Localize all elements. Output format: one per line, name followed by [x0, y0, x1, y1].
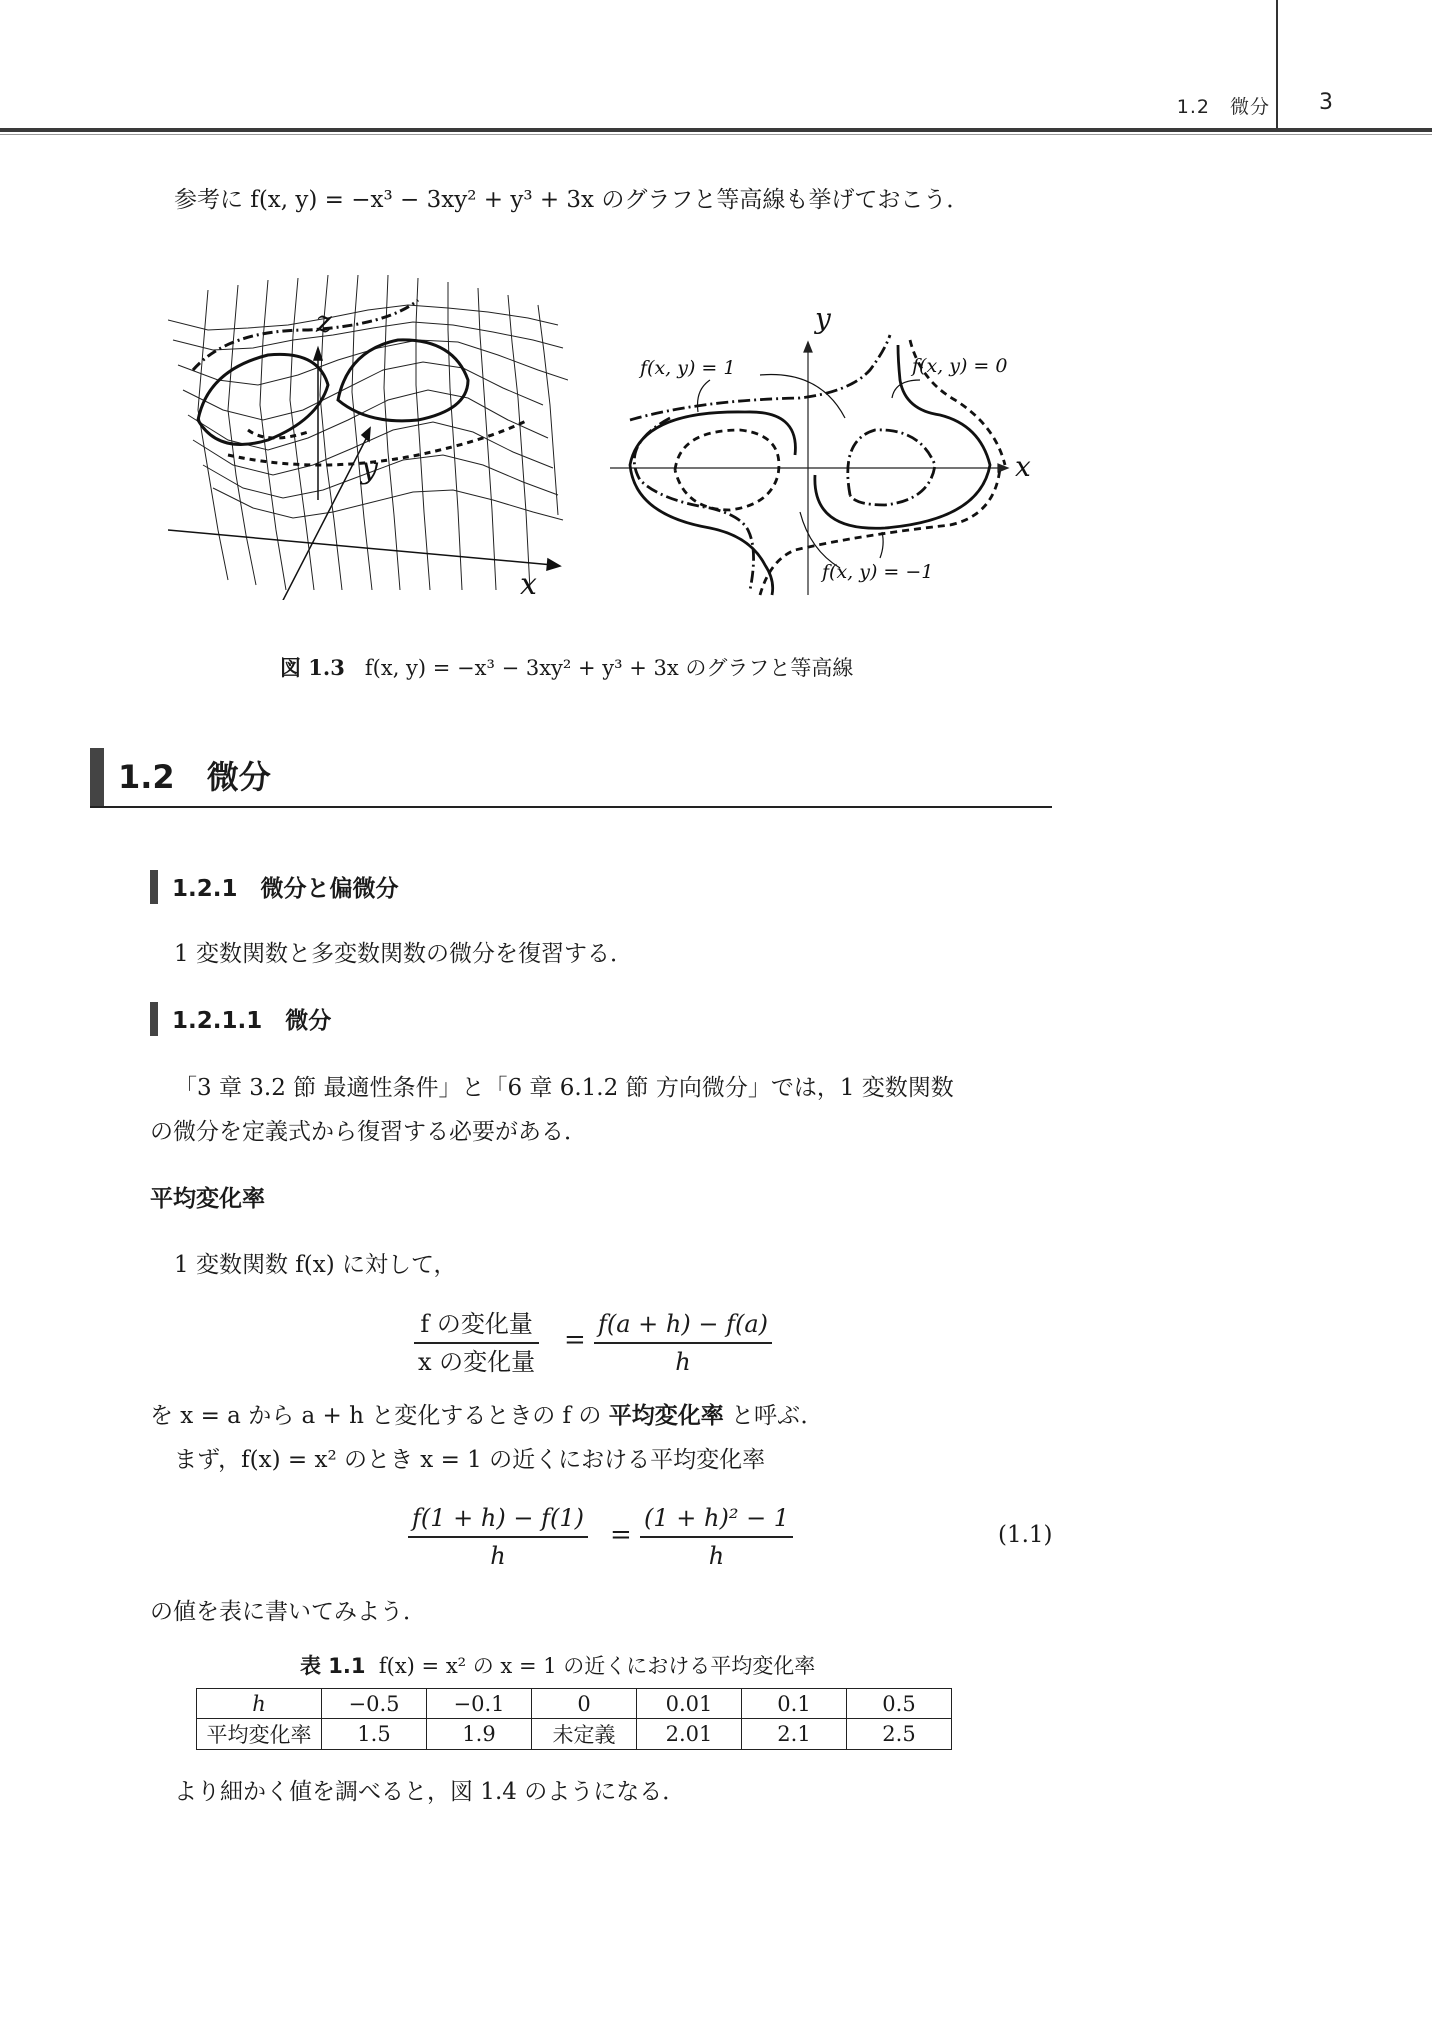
eq11-rhs-numerator: (1 + h)² − 1 — [640, 1500, 793, 1538]
def-fraction-rhs — [594, 1306, 772, 1380]
eq11-fraction-rhs — [640, 1500, 793, 1574]
table-cell: −0.1 — [427, 1689, 532, 1719]
surface-axis-y-label: y — [361, 451, 378, 486]
contour-axes — [610, 342, 1008, 595]
equation-number: (1.1) — [998, 1522, 1053, 1548]
eq11-lhs-numerator: f(1 + h) − f(1) — [408, 1500, 588, 1538]
subsection-marker-bar — [150, 870, 158, 904]
def-fraction-lhs — [414, 1306, 539, 1380]
contour-plot — [600, 300, 1040, 600]
paragraph-4 — [150, 1394, 823, 1438]
intro-paragraph: 参考に f(x, y) = −x³ − 3xy² + y³ + 3x のグラフと等高線も挙げておこう． — [174, 187, 970, 213]
figure-caption — [280, 652, 853, 682]
table-caption-label: 表 1.1 — [300, 1654, 366, 1678]
table-cell: 0 — [532, 1689, 637, 1719]
def-rhs-numerator: f(a + h) − f(a) — [594, 1306, 772, 1344]
table-cell: 2.1 — [742, 1719, 847, 1750]
paragraph-4-pre: を x = a から a + h と変化するときの f の — [150, 1403, 609, 1429]
figure-caption-label: 図 1.3 — [280, 655, 345, 680]
table-cell: 平均変化率 — [197, 1719, 322, 1750]
paragraph-4-post: と呼ぶ． — [723, 1403, 824, 1429]
table-cell: 0.5 — [847, 1689, 952, 1719]
running-header-section: 1.2 微分 — [1176, 96, 1270, 118]
contour-label-levelm1: f(x, y) = −1 — [822, 561, 934, 583]
subsubsection-marker-bar — [150, 1002, 158, 1036]
table-row — [197, 1719, 952, 1750]
paragraph-heading: 平均変化率 — [150, 1186, 265, 1212]
table-cell: 未定義 — [532, 1719, 637, 1750]
table-cell: −0.5 — [322, 1689, 427, 1719]
contour-label-level1: f(x, y) = 1 — [640, 357, 736, 379]
figure-caption-text: f(x, y) = −x³ − 3xy² + y³ + 3x のグラフと等高線 — [364, 656, 854, 680]
term-average-rate: 平均変化率 — [608, 1403, 724, 1429]
paragraph-7: より細かく値を調べると，図 1.4 のようになる． — [174, 1779, 686, 1805]
subsection-title: 1.2.1 微分と偏微分 — [172, 876, 399, 902]
eq11-rhs-denominator: h — [708, 1542, 725, 1570]
paragraph-3: 1 変数関数 f(x) に対して， — [174, 1252, 457, 1278]
header-rule — [0, 128, 1432, 132]
contour-axis-x-label: x — [1015, 450, 1031, 483]
def-rhs-denominator: h — [675, 1348, 691, 1376]
table-cell: 2.5 — [847, 1719, 952, 1750]
surface-contours — [193, 300, 528, 465]
paragraph-2-line-2: の微分を定義式から復習する必要がある． — [150, 1119, 587, 1145]
average-rate-table — [196, 1688, 952, 1750]
table-caption-text: f(x) = x² の x = 1 の近くにおける平均変化率 — [378, 1654, 816, 1678]
table-cell: h — [197, 1689, 322, 1719]
table-cell: 0.1 — [742, 1689, 847, 1719]
header-rule-thin — [0, 134, 1432, 135]
paragraph-2-line-1: 「3 章 3.2 節 最適性条件」と「6 章 6.1.2 節 方向微分」では，1 変数関数 — [174, 1075, 954, 1101]
def-equals: = — [564, 1325, 586, 1355]
subsubsection-title: 1.2.1.1 微分 — [172, 1008, 332, 1034]
surface-axis-x-label: x — [520, 567, 537, 600]
surface-axis-z-label: z — [316, 305, 332, 340]
section-marker-bar — [90, 748, 104, 808]
section-title: 1.2 微分 — [118, 758, 271, 796]
table-row — [197, 1689, 952, 1719]
table-caption — [300, 1650, 815, 1680]
paragraph-6: の値を表に書いてみよう． — [150, 1599, 426, 1625]
table-cell: 1.5 — [322, 1719, 427, 1750]
def-lhs-denominator: x の変化量 — [418, 1348, 536, 1376]
header-vertical-rule — [1276, 0, 1278, 130]
eq11-lhs-denominator: h — [490, 1542, 506, 1570]
section-underline — [90, 806, 1052, 808]
paragraph-5: まず，f(x) = x² のとき x = 1 の近くにおける平均変化率 — [174, 1447, 766, 1473]
eq11-fraction-lhs — [408, 1500, 588, 1574]
table-cell: 2.01 — [637, 1719, 742, 1750]
page-number: 3 — [1319, 90, 1333, 115]
eq11-equals: = — [610, 1520, 632, 1550]
contour-axis-y-label: y — [815, 302, 831, 335]
table-cell: 1.9 — [427, 1719, 532, 1750]
surface-plot — [168, 270, 568, 600]
def-lhs-numerator: f の変化量 — [414, 1306, 539, 1344]
table-cell: 0.01 — [637, 1689, 742, 1719]
contour-label-level0: f(x, y) = 0 — [912, 355, 1008, 377]
paragraph-1: 1 変数関数と多変数関数の微分を復習する． — [174, 941, 633, 967]
contour-leaders — [698, 375, 921, 568]
